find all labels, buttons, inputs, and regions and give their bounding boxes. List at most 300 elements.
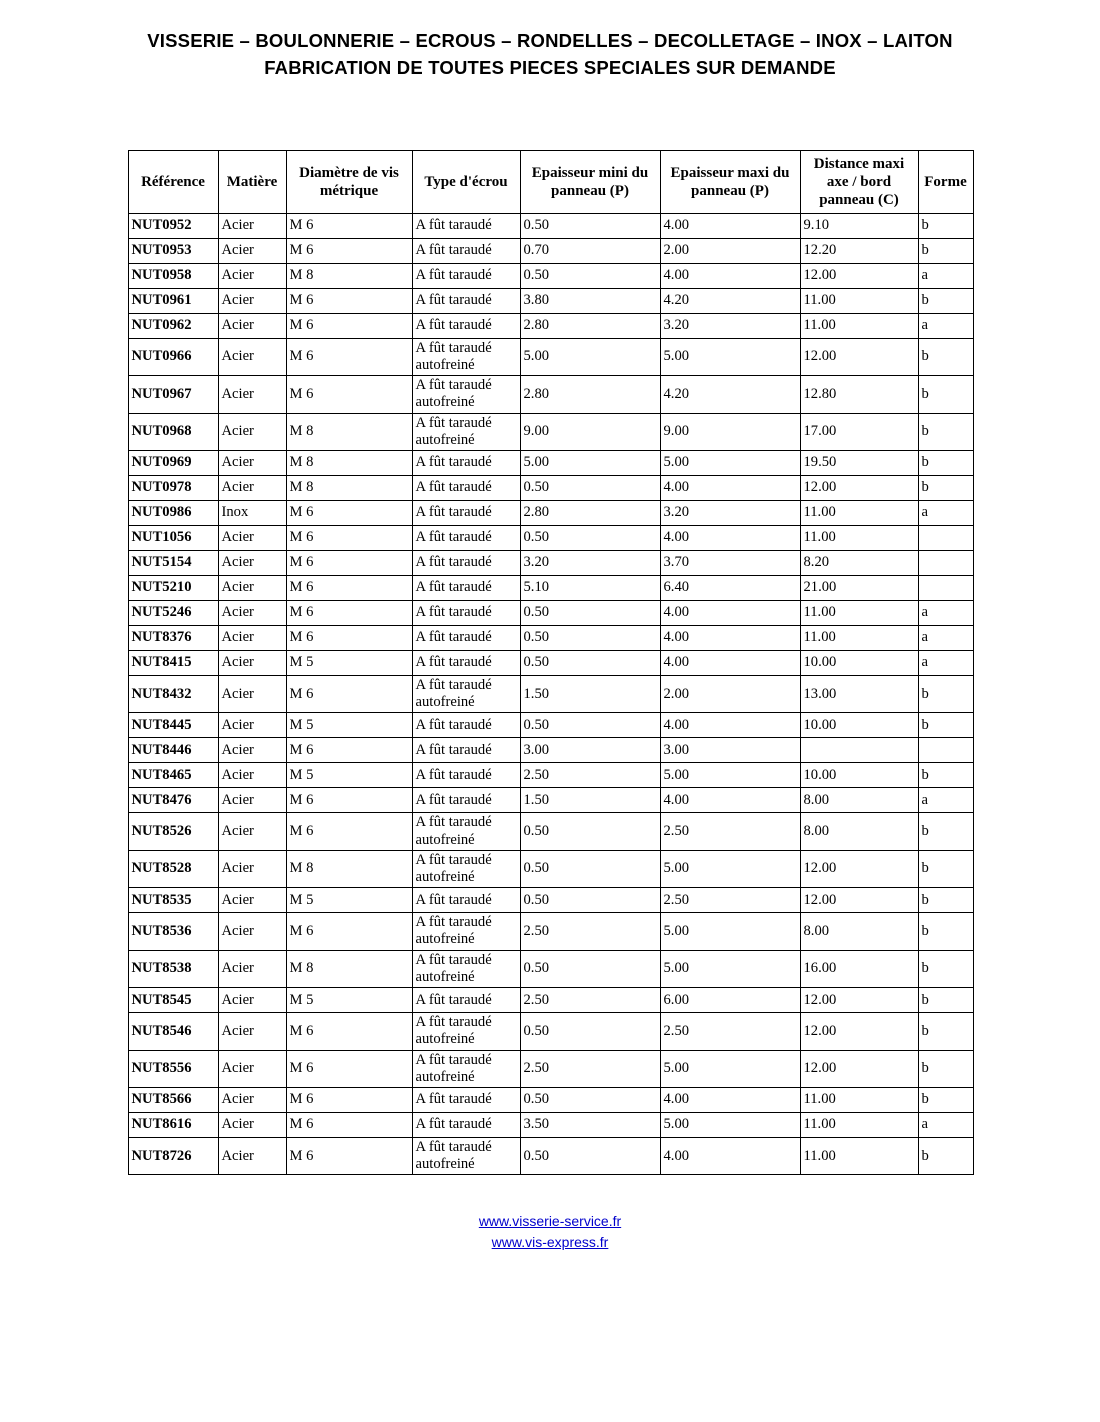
table-cell-1: Acier	[218, 888, 286, 913]
table-cell-1: Acier	[218, 1138, 286, 1175]
table-cell-7	[918, 575, 973, 600]
table-cell-4: 5.00	[520, 338, 660, 375]
table-cell-3: A fût taraudé	[412, 625, 520, 650]
table-cell-5: 4.20	[660, 288, 800, 313]
table-row	[128, 288, 973, 313]
table-cell-7: b	[918, 288, 973, 313]
table-cell-7: b	[918, 1050, 973, 1087]
table-row	[128, 713, 973, 738]
table-cell-1: Acier	[218, 1013, 286, 1050]
table-cell-6: 12.20	[800, 238, 918, 263]
table-cell-7: b	[918, 338, 973, 375]
table-cell-1: Acier	[218, 850, 286, 887]
table-cell-5: 5.00	[660, 763, 800, 788]
table-cell-5: 4.20	[660, 376, 800, 413]
table-cell-6: 12.00	[800, 475, 918, 500]
table-cell-4: 2.80	[520, 500, 660, 525]
table-cell-0: NUT0961	[128, 288, 218, 313]
table-cell-1: Acier	[218, 950, 286, 987]
table-row	[128, 238, 973, 263]
table-row	[128, 525, 973, 550]
table-cell-1: Acier	[218, 413, 286, 450]
table-cell-7: a	[918, 1113, 973, 1138]
table-cell-3: A fût taraudé	[412, 500, 520, 525]
table-cell-0: NUT5246	[128, 600, 218, 625]
column-header-diametre: Diamètre de vis métrique	[286, 150, 412, 213]
table-cell-7: a	[918, 313, 973, 338]
table-cell-2: M 6	[286, 525, 412, 550]
table-cell-7: a	[918, 788, 973, 813]
table-cell-6: 12.00	[800, 988, 918, 1013]
table-cell-0: NUT5154	[128, 550, 218, 575]
table-cell-6: 11.00	[800, 600, 918, 625]
table-cell-4: 0.70	[520, 238, 660, 263]
table-row	[128, 263, 973, 288]
table-cell-0: NUT8376	[128, 625, 218, 650]
table-cell-1: Acier	[218, 1050, 286, 1087]
table-cell-3: A fût taraudé	[412, 213, 520, 238]
table-cell-5: 4.00	[660, 600, 800, 625]
table-cell-1: Acier	[218, 338, 286, 375]
table-cell-3: A fût taraudé	[412, 238, 520, 263]
table-cell-1: Acier	[218, 988, 286, 1013]
specs-table-head	[128, 150, 973, 213]
table-cell-3: A fût taraudé	[412, 288, 520, 313]
table-cell-2: M 8	[286, 263, 412, 288]
table-cell-3: A fût taraudé	[412, 525, 520, 550]
table-cell-1: Acier	[218, 625, 286, 650]
table-cell-7: a	[918, 650, 973, 675]
table-cell-3: A fût taraudé autofreiné	[412, 1138, 520, 1175]
table-cell-4: 0.50	[520, 525, 660, 550]
table-cell-6: 21.00	[800, 575, 918, 600]
table-cell-4: 1.50	[520, 788, 660, 813]
table-cell-3: A fût taraudé	[412, 988, 520, 1013]
table-cell-6: 12.00	[800, 888, 918, 913]
table-row	[128, 1088, 973, 1113]
table-cell-2: M 6	[286, 1113, 412, 1138]
table-cell-3: A fût taraudé autofreiné	[412, 376, 520, 413]
table-cell-4: 0.50	[520, 600, 660, 625]
table-cell-3: A fût taraudé	[412, 475, 520, 500]
table-cell-2: M 8	[286, 475, 412, 500]
table-cell-5: 2.50	[660, 888, 800, 913]
table-cell-1: Acier	[218, 1088, 286, 1113]
table-cell-5: 5.00	[660, 913, 800, 950]
table-cell-6: 11.00	[800, 1113, 918, 1138]
table-row	[128, 1013, 973, 1050]
column-header-epaisseur-mini: Epaisseur mini du panneau (P)	[520, 150, 660, 213]
table-cell-4: 3.50	[520, 1113, 660, 1138]
table-cell-7: b	[918, 1088, 973, 1113]
table-cell-7: b	[918, 713, 973, 738]
table-cell-3: A fût taraudé	[412, 1088, 520, 1113]
table-cell-5: 3.70	[660, 550, 800, 575]
table-cell-6: 19.50	[800, 450, 918, 475]
table-cell-1: Acier	[218, 313, 286, 338]
table-cell-2: M 8	[286, 413, 412, 450]
table-cell-5: 2.00	[660, 675, 800, 712]
table-cell-3: A fût taraudé	[412, 713, 520, 738]
table-cell-0: NUT1056	[128, 525, 218, 550]
table-cell-0: NUT0969	[128, 450, 218, 475]
table-cell-2: M 6	[286, 1013, 412, 1050]
table-cell-5: 6.00	[660, 988, 800, 1013]
table-cell-4: 0.50	[520, 650, 660, 675]
table-row	[128, 1113, 973, 1138]
table-row	[128, 913, 973, 950]
document-footer	[0, 1211, 1100, 1253]
table-cell-0: NUT0967	[128, 376, 218, 413]
table-cell-7: b	[918, 475, 973, 500]
table-cell-2: M 5	[286, 888, 412, 913]
table-cell-0: NUT8528	[128, 850, 218, 887]
table-cell-3: A fût taraudé autofreiné	[412, 850, 520, 887]
table-row	[128, 338, 973, 375]
table-cell-5: 9.00	[660, 413, 800, 450]
table-row	[128, 1050, 973, 1087]
table-cell-2: M 5	[286, 988, 412, 1013]
table-cell-5: 4.00	[660, 1088, 800, 1113]
table-row	[128, 575, 973, 600]
table-cell-3: A fût taraudé	[412, 263, 520, 288]
table-cell-3: A fût taraudé	[412, 575, 520, 600]
table-cell-5: 5.00	[660, 1050, 800, 1087]
table-cell-2: M 5	[286, 650, 412, 675]
table-cell-1: Acier	[218, 450, 286, 475]
table-cell-0: NUT0958	[128, 263, 218, 288]
table-cell-5: 2.50	[660, 813, 800, 850]
table-cell-0: NUT0968	[128, 413, 218, 450]
table-cell-0: NUT8536	[128, 913, 218, 950]
table-header-row	[128, 150, 973, 213]
table-row	[128, 600, 973, 625]
table-cell-4: 5.00	[520, 450, 660, 475]
table-cell-3: A fût taraudé	[412, 788, 520, 813]
table-cell-7: b	[918, 450, 973, 475]
table-cell-3: A fût taraudé	[412, 1113, 520, 1138]
table-cell-5: 4.00	[660, 713, 800, 738]
table-cell-7: b	[918, 813, 973, 850]
table-cell-4: 0.50	[520, 625, 660, 650]
table-cell-0: NUT8546	[128, 1013, 218, 1050]
table-cell-2: M 6	[286, 500, 412, 525]
table-cell-7: b	[918, 988, 973, 1013]
table-cell-3: A fût taraudé	[412, 450, 520, 475]
table-cell-6: 17.00	[800, 413, 918, 450]
table-row	[128, 313, 973, 338]
table-cell-1: Acier	[218, 738, 286, 763]
table-cell-2: M 6	[286, 738, 412, 763]
table-cell-4: 0.50	[520, 1138, 660, 1175]
table-cell-2: M 6	[286, 600, 412, 625]
table-cell-5: 2.00	[660, 238, 800, 263]
table-cell-0: NUT5210	[128, 575, 218, 600]
table-cell-1: Acier	[218, 813, 286, 850]
table-row	[128, 813, 973, 850]
table-cell-0: NUT0962	[128, 313, 218, 338]
table-cell-7: a	[918, 600, 973, 625]
table-row	[128, 738, 973, 763]
table-cell-0: NUT8415	[128, 650, 218, 675]
table-cell-5: 4.00	[660, 525, 800, 550]
table-cell-4: 2.50	[520, 1050, 660, 1087]
table-cell-7: b	[918, 413, 973, 450]
table-cell-6: 11.00	[800, 625, 918, 650]
table-cell-2: M 6	[286, 675, 412, 712]
table-cell-2: M 6	[286, 1088, 412, 1113]
table-row	[128, 988, 973, 1013]
table-row	[128, 500, 973, 525]
table-row	[128, 450, 973, 475]
table-cell-1: Acier	[218, 600, 286, 625]
table-cell-0: NUT8726	[128, 1138, 218, 1175]
table-cell-1: Acier	[218, 1113, 286, 1138]
table-cell-2: M 6	[286, 575, 412, 600]
table-cell-0: NUT8616	[128, 1113, 218, 1138]
table-cell-6: 12.80	[800, 376, 918, 413]
table-cell-2: M 6	[286, 1050, 412, 1087]
table-cell-6: 12.00	[800, 1050, 918, 1087]
table-cell-2: M 5	[286, 763, 412, 788]
table-cell-0: NUT8476	[128, 788, 218, 813]
table-cell-7	[918, 525, 973, 550]
table-row	[128, 650, 973, 675]
table-cell-7: a	[918, 263, 973, 288]
table-cell-0: NUT0952	[128, 213, 218, 238]
table-cell-0: NUT8446	[128, 738, 218, 763]
table-cell-7	[918, 550, 973, 575]
table-cell-6: 12.00	[800, 338, 918, 375]
table-cell-4: 1.50	[520, 675, 660, 712]
table-cell-1: Acier	[218, 376, 286, 413]
table-cell-0: NUT8556	[128, 1050, 218, 1087]
table-cell-6: 10.00	[800, 650, 918, 675]
table-cell-4: 0.50	[520, 263, 660, 288]
table-cell-4: 0.50	[520, 850, 660, 887]
table-cell-2: M 6	[286, 238, 412, 263]
table-cell-7: a	[918, 625, 973, 650]
table-cell-7: b	[918, 763, 973, 788]
table-cell-5: 3.20	[660, 500, 800, 525]
table-cell-2: M 6	[286, 813, 412, 850]
table-cell-5: 5.00	[660, 850, 800, 887]
table-cell-1: Acier	[218, 263, 286, 288]
table-cell-5: 3.20	[660, 313, 800, 338]
table-cell-4: 3.80	[520, 288, 660, 313]
table-cell-4: 5.10	[520, 575, 660, 600]
table-cell-6: 12.00	[800, 263, 918, 288]
table-cell-5: 5.00	[660, 950, 800, 987]
table-cell-5: 5.00	[660, 338, 800, 375]
table-cell-3: A fût taraudé	[412, 650, 520, 675]
table-cell-3: A fût taraudé	[412, 738, 520, 763]
table-cell-2: M 8	[286, 850, 412, 887]
table-cell-2: M 6	[286, 788, 412, 813]
table-row	[128, 950, 973, 987]
table-cell-4: 0.50	[520, 813, 660, 850]
specs-table-body	[128, 213, 973, 1175]
table-cell-1: Acier	[218, 763, 286, 788]
table-cell-1: Acier	[218, 550, 286, 575]
table-cell-2: M 6	[286, 376, 412, 413]
table-cell-4: 3.00	[520, 738, 660, 763]
table-cell-4: 0.50	[520, 713, 660, 738]
footer-link-vis-express[interactable]: www.vis-express.fr	[491, 1234, 609, 1251]
column-header-distance-maxi: Distance maxi axe / bord panneau (C)	[800, 150, 918, 213]
table-row	[128, 675, 973, 712]
table-cell-3: A fût taraudé	[412, 550, 520, 575]
table-cell-1: Acier	[218, 675, 286, 712]
table-cell-5: 4.00	[660, 263, 800, 288]
table-cell-7: b	[918, 675, 973, 712]
table-cell-1: Acier	[218, 788, 286, 813]
header-line-1: VISSERIE – BOULONNERIE – ECROUS – RONDELLES – DECOLLETAGE – INOX – LAITON	[147, 30, 953, 51]
table-cell-4: 2.80	[520, 313, 660, 338]
table-cell-1: Acier	[218, 238, 286, 263]
table-cell-2: M 6	[286, 913, 412, 950]
table-cell-4: 0.50	[520, 888, 660, 913]
table-cell-2: M 8	[286, 450, 412, 475]
table-cell-0: NUT0966	[128, 338, 218, 375]
table-cell-3: A fût taraudé	[412, 313, 520, 338]
table-cell-1: Acier	[218, 650, 286, 675]
table-cell-5: 5.00	[660, 1113, 800, 1138]
table-row	[128, 475, 973, 500]
table-cell-5: 5.00	[660, 450, 800, 475]
table-cell-1: Inox	[218, 500, 286, 525]
table-cell-2: M 6	[286, 213, 412, 238]
table-cell-5: 4.00	[660, 213, 800, 238]
table-cell-0: NUT0978	[128, 475, 218, 500]
table-cell-2: M 6	[286, 338, 412, 375]
table-cell-3: A fût taraudé	[412, 888, 520, 913]
table-cell-7: b	[918, 213, 973, 238]
table-cell-1: Acier	[218, 288, 286, 313]
table-cell-7	[918, 738, 973, 763]
specs-table	[128, 150, 974, 1176]
table-cell-6: 8.20	[800, 550, 918, 575]
table-cell-4: 0.50	[520, 950, 660, 987]
table-cell-6: 11.00	[800, 288, 918, 313]
table-cell-2: M 8	[286, 950, 412, 987]
table-cell-6: 8.00	[800, 913, 918, 950]
table-cell-6: 12.00	[800, 850, 918, 887]
table-cell-2: M 6	[286, 1138, 412, 1175]
table-cell-4: 2.50	[520, 988, 660, 1013]
table-cell-4: 3.20	[520, 550, 660, 575]
table-cell-3: A fût taraudé autofreiné	[412, 338, 520, 375]
table-cell-1: Acier	[218, 213, 286, 238]
table-cell-4: 0.50	[520, 1013, 660, 1050]
table-cell-7: b	[918, 913, 973, 950]
table-cell-3: A fût taraudé autofreiné	[412, 950, 520, 987]
table-cell-5: 4.00	[660, 650, 800, 675]
table-cell-2: M 6	[286, 313, 412, 338]
column-header-forme: Forme	[918, 150, 973, 213]
table-cell-0: NUT8432	[128, 675, 218, 712]
table-cell-7: b	[918, 1013, 973, 1050]
table-cell-3: A fût taraudé autofreiné	[412, 1050, 520, 1087]
table-cell-4: 0.50	[520, 1088, 660, 1113]
table-cell-0: NUT8545	[128, 988, 218, 1013]
table-cell-4: 9.00	[520, 413, 660, 450]
table-cell-1: Acier	[218, 475, 286, 500]
table-cell-7: b	[918, 1138, 973, 1175]
table-cell-4: 0.50	[520, 213, 660, 238]
table-cell-3: A fût taraudé autofreiné	[412, 1013, 520, 1050]
table-cell-1: Acier	[218, 913, 286, 950]
column-header-epaisseur-maxi: Epaisseur maxi du panneau (P)	[660, 150, 800, 213]
table-cell-6: 16.00	[800, 950, 918, 987]
column-header-reference: Référence	[128, 150, 218, 213]
column-header-type-ecrou: Type d'écrou	[412, 150, 520, 213]
document-header	[60, 28, 1040, 82]
table-cell-3: A fût taraudé	[412, 763, 520, 788]
table-cell-2: M 5	[286, 713, 412, 738]
table-cell-5: 3.00	[660, 738, 800, 763]
table-row	[128, 550, 973, 575]
table-cell-7: b	[918, 238, 973, 263]
table-cell-6: 13.00	[800, 675, 918, 712]
table-cell-5: 4.00	[660, 788, 800, 813]
table-cell-6: 8.00	[800, 813, 918, 850]
table-row	[128, 376, 973, 413]
table-row	[128, 788, 973, 813]
table-cell-6: 12.00	[800, 1013, 918, 1050]
table-cell-3: A fût taraudé autofreiné	[412, 913, 520, 950]
table-cell-2: M 6	[286, 625, 412, 650]
table-cell-4: 0.50	[520, 475, 660, 500]
table-row	[128, 213, 973, 238]
table-row	[128, 888, 973, 913]
table-cell-0: NUT0986	[128, 500, 218, 525]
table-cell-7: b	[918, 376, 973, 413]
footer-link-visserie-service[interactable]: www.visserie-service.fr	[478, 1213, 622, 1230]
table-cell-0: NUT8535	[128, 888, 218, 913]
table-cell-7: a	[918, 500, 973, 525]
table-cell-5: 2.50	[660, 1013, 800, 1050]
table-cell-5: 4.00	[660, 625, 800, 650]
table-cell-6: 8.00	[800, 788, 918, 813]
table-cell-5: 6.40	[660, 575, 800, 600]
table-cell-0: NUT8566	[128, 1088, 218, 1113]
table-cell-7: b	[918, 850, 973, 887]
table-row	[128, 850, 973, 887]
specs-table-wrapper	[128, 150, 973, 1176]
column-header-matiere: Matière	[218, 150, 286, 213]
table-cell-0: NUT0953	[128, 238, 218, 263]
table-row	[128, 625, 973, 650]
table-cell-7: b	[918, 888, 973, 913]
table-cell-3: A fût taraudé autofreiné	[412, 813, 520, 850]
table-cell-0: NUT8465	[128, 763, 218, 788]
table-cell-6: 10.00	[800, 713, 918, 738]
table-cell-2: M 6	[286, 550, 412, 575]
table-cell-1: Acier	[218, 713, 286, 738]
table-row	[128, 413, 973, 450]
table-row	[128, 1138, 973, 1175]
table-cell-0: NUT8526	[128, 813, 218, 850]
table-cell-3: A fût taraudé	[412, 600, 520, 625]
table-cell-1: Acier	[218, 575, 286, 600]
table-cell-1: Acier	[218, 525, 286, 550]
table-cell-5: 4.00	[660, 1138, 800, 1175]
table-cell-7: b	[918, 950, 973, 987]
table-cell-0: NUT8445	[128, 713, 218, 738]
table-cell-0: NUT8538	[128, 950, 218, 987]
table-cell-3: A fût taraudé autofreiné	[412, 675, 520, 712]
